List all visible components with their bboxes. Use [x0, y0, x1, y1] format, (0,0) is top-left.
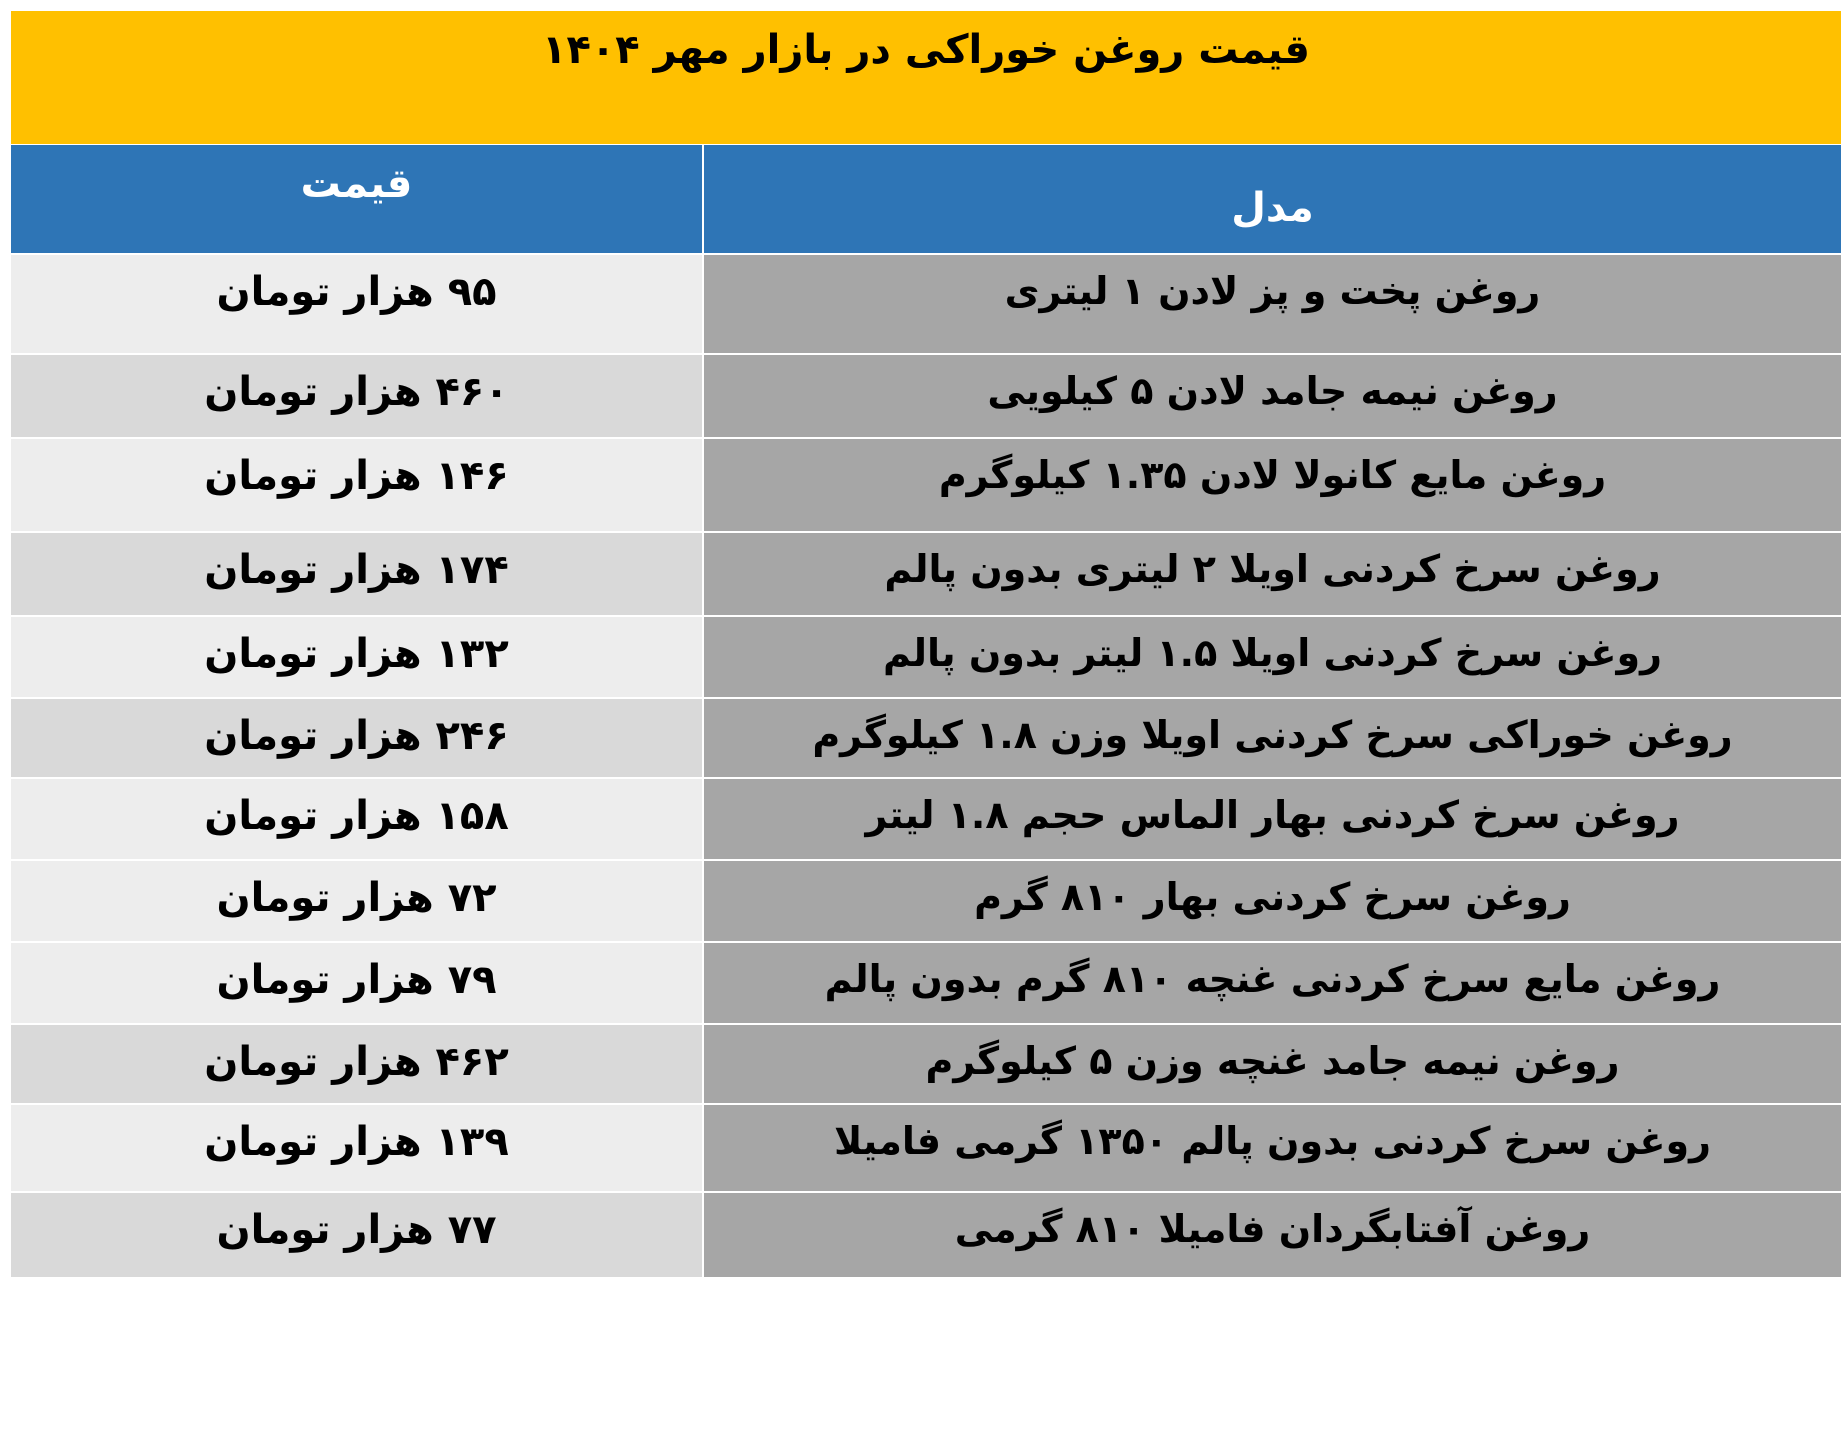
table-row — [11, 253, 1841, 353]
model-name: روغن نیمه جامد غنچه وزن ۵ کیلوگرم — [925, 1039, 1620, 1083]
price-cell — [11, 439, 704, 531]
table-row — [11, 531, 1841, 615]
header-model-label: مدل — [1231, 185, 1314, 231]
table-row — [11, 697, 1841, 777]
price-cell — [11, 255, 704, 353]
price-value: ۷۲ هزار تومان — [216, 875, 497, 921]
price-cell — [11, 779, 704, 859]
model-name: روغن مایع کانولا لادن ۱.۳۵ کیلوگرم — [938, 453, 1607, 497]
model-cell — [704, 439, 1841, 531]
price-value: ۴۶۲ هزار تومان — [204, 1039, 509, 1085]
model-name: روغن پخت و پز لادن ۱ لیتری — [1004, 269, 1541, 313]
price-cell — [11, 617, 704, 697]
price-value: ۱۷۴ هزار تومان — [204, 547, 509, 593]
model-name: روغن سرخ کردنی بهار ۸۱۰ گرم — [974, 875, 1571, 919]
model-name: روغن سرخ کردنی اویلا ۲ لیتری بدون پالم — [884, 547, 1661, 591]
model-name: روغن مایع سرخ کردنی غنچه ۸۱۰ گرم بدون پالم — [824, 957, 1721, 1001]
price-value: ۷۹ هزار تومان — [216, 957, 497, 1003]
model-cell — [704, 861, 1841, 941]
price-cell — [11, 1025, 704, 1103]
price-table — [11, 11, 1841, 1277]
model-cell — [704, 1193, 1841, 1277]
price-cell — [11, 355, 704, 437]
price-value: ۱۵۸ هزار تومان — [204, 793, 509, 839]
table-row — [11, 1103, 1841, 1191]
price-value: ۲۴۶ هزار تومان — [204, 713, 509, 759]
table-row — [11, 941, 1841, 1023]
model-name: روغن سرخ کردنی اویلا ۱.۵ لیتر بدون پالم — [882, 631, 1662, 675]
table-row — [11, 1023, 1841, 1103]
price-cell — [11, 943, 704, 1023]
model-name: روغن سرخ کردنی بدون پالم ۱۳۵۰ گرمی فامیلا — [833, 1119, 1712, 1163]
model-cell — [704, 699, 1841, 777]
price-cell — [11, 699, 704, 777]
model-cell — [704, 533, 1841, 615]
model-cell — [704, 779, 1841, 859]
table-row — [11, 437, 1841, 531]
title-bar — [11, 11, 1841, 144]
table-row — [11, 353, 1841, 437]
price-value: ۱۴۶ هزار تومان — [204, 453, 509, 499]
table-row — [11, 615, 1841, 697]
table-row — [11, 1191, 1841, 1277]
price-cell — [11, 861, 704, 941]
price-value: ۷۷ هزار تومان — [216, 1207, 497, 1253]
header-row — [11, 144, 1841, 253]
header-price-label: قیمت — [300, 161, 413, 207]
price-cell — [11, 1105, 704, 1191]
header-model — [704, 145, 1841, 253]
model-cell — [704, 255, 1841, 353]
table-row — [11, 859, 1841, 941]
model-cell — [704, 617, 1841, 697]
table-row — [11, 777, 1841, 859]
price-value: ۱۳۹ هزار تومان — [204, 1119, 509, 1165]
model-cell — [704, 1105, 1841, 1191]
price-cell — [11, 1193, 704, 1277]
model-cell — [704, 1025, 1841, 1103]
model-name: روغن آفتابگردان فامیلا ۸۱۰ گرمی — [954, 1207, 1591, 1251]
model-cell — [704, 943, 1841, 1023]
model-name: روغن سرخ کردنی بهار الماس حجم ۱.۸ لیتر — [865, 793, 1680, 837]
price-value: ۹۵ هزار تومان — [216, 269, 497, 315]
model-name: روغن نیمه جامد لادن ۵ کیلویی — [987, 369, 1558, 413]
model-cell — [704, 355, 1841, 437]
model-name: روغن خوراکی سرخ کردنی اویلا وزن ۱.۸ کیلوگرم — [812, 713, 1733, 757]
table-title: قیمت روغن خوراکی در بازار مهر ۱۴۰۴ — [542, 27, 1310, 73]
price-value: ۱۳۲ هزار تومان — [204, 631, 509, 677]
price-cell — [11, 533, 704, 615]
price-value: ۴۶۰ هزار تومان — [204, 369, 509, 415]
header-price — [11, 145, 704, 253]
